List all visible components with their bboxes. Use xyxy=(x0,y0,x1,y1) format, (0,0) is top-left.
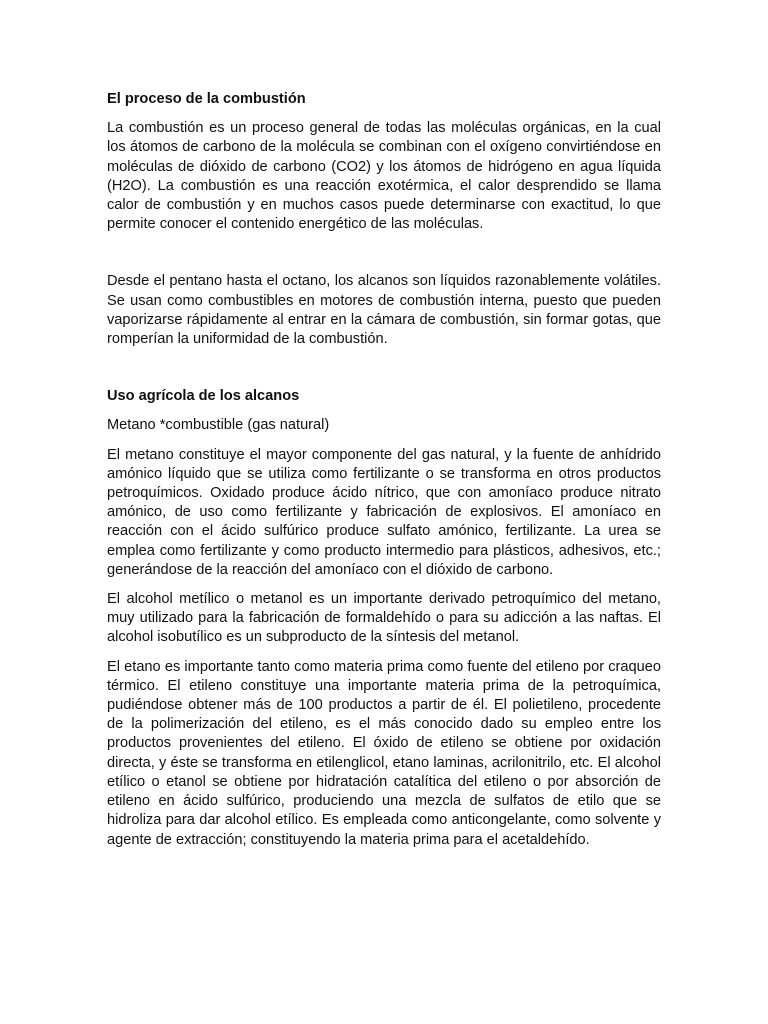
section-heading-combustion: El proceso de la combustión xyxy=(107,91,306,107)
paragraph-alkane-volatility: Desde el pentano hasta el octano, los alcanos son líquidos razonablemente volátiles. Se usan como combustibles en motores de combustión interna, puesto que pueden vaporizarse rápidamente al entrar en la cámara de combustión, sin formar gotas, que romperían la uniformidad de la combustión. xyxy=(107,273,661,348)
paragraph-ethane: El etano es importante tanto como materia prima como fuente del etileno por craqueo térmico. El etileno constituye una importante materia prima de la petroquímica, pudiéndose obtener más de 100 productos a partir de él. El polietileno, procedente de la polimerización del etileno, es el más conocido dado su empleo entre los productos provenientes del etileno. El óxido de etileno se obtiene por oxidación directa, y éste se transforma en etilenglicol, etano laminas, acrilonitrilo, etc. El alcohol etílico o etanol se obtiene por hidratación catalítica del etileno o por absorción de etileno en ácido sulfúrico, produciendo una mezcla de sulfatos de etilo que se hidroliza para dar alcohol etílico. Es empleada como anticongelante, como solvente y agente de extracción; constituyendo la materia prima para el acetaldehído. xyxy=(107,658,661,848)
subheading-methane: Metano *combustible (gas natural) xyxy=(107,417,330,434)
paragraph-combustion-definition: La combustión es un proceso general de todas las moléculas orgánicas, en la cual los átomos de carbono de la molécula se combinan con el oxígeno convirtiéndose en moléculas de dióxido de carbono (CO2) y los átomos de hidrógeno en agua líquida (H2O). La combustión es una reacción exotérmica, el calor desprendido se llama calor de combustión y en muchos casos puede determinarse con exactitud, lo que permite conocer el contenido energético de las moléculas. xyxy=(107,120,661,233)
section-heading-agricultural-use: Uso agrícola de los alcanos xyxy=(107,388,300,405)
paragraph-methane: El metano constituye el mayor componente del gas natural, y la fuente de anhídrido amónico líquido que se utiliza como fertilizante o se transforma en otros productos petroquímicos. Oxidado produce ácido nítrico, que con amoníaco produce nitrato amónico, de uso como fertilizante y fabricación de explosivos. El amoníaco en reacción con el ácido sulfúrico produce sulfato amónico, fertilizante. La urea se emplea como fertilizante y como producto intermedio para plásticos, adhesivos, etc.; generándose de la reacción del amoníaco con el dióxido de carbono. xyxy=(107,446,661,578)
paragraph-methanol: El alcohol metílico o metanol es un importante derivado petroquímico del metano, muy utilizado para la fabricación de formaldehído o para su adicción a las naftas. El alcohol isobutílico es un subproducto de la síntesis del metanol. xyxy=(107,591,661,646)
document-page xyxy=(107,90,661,850)
